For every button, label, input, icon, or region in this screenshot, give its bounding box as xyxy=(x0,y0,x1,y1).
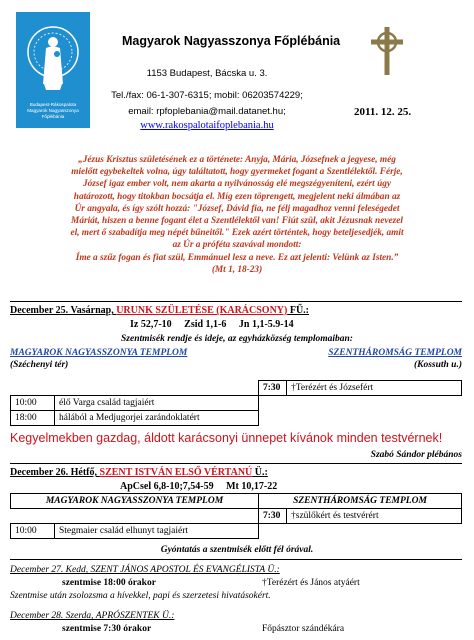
mass-intro: Szentmisék rendje és ideje, az egyházközség templomaiban: xyxy=(121,334,353,344)
church1-name: MAGYAROK NAGYASSZONYA TEMPLOM xyxy=(10,348,188,358)
divider xyxy=(10,463,462,464)
christmas-wish: Kegyelmekben gazdag, áldott karácsonyi ünnepet kívánok minden testvérnek! xyxy=(10,431,443,445)
celtic-cross-icon xyxy=(367,25,407,77)
table-row: 18:00 hálából a Medjugorjei zarándoklatért xyxy=(11,411,462,426)
table-row: 10:00 élő Varga család tagjaiért xyxy=(11,396,462,411)
dec25-heading: December 25. Vasárnap, URUNK SZÜLETÉSE (KARÁCSONY) FŰ.: xyxy=(10,305,310,316)
church1-place: (Széchenyi tér) xyxy=(10,360,69,370)
website-link[interactable]: www.rakospalotaifoplebania.hu xyxy=(140,120,274,131)
table-row: 7:30 †szülőkért és testvérért xyxy=(11,509,462,524)
dec26-readings: ApCsel 6,8-10;7,54-59 Mt 10,17-22 xyxy=(120,481,278,492)
address: 1153 Budapest, Bácska u. 3. xyxy=(146,68,268,79)
dec25-readings: Iz 52,7-10 Zsid 1,1-6 Jn 1,1-5.9-14 xyxy=(130,319,294,330)
gospel-reference: (Mt 1, 18-23) xyxy=(211,264,263,275)
church2-name: SZENTHÁROMSÁG TEMPLOM xyxy=(328,348,462,358)
dec28-heading: December 28. Szerda, APRÓSZENTEK Ü.: xyxy=(10,611,175,621)
logo-caption: Budapest-Rákospalota Magyarok Nagyasszonya Főplébánia xyxy=(27,102,79,119)
phone-line: Tel./fax: 06-1-307-6315; mobil: 06203574229; xyxy=(111,90,303,101)
email-line: email: rpfoplebania@mail.datanet.hu; xyxy=(128,106,286,117)
gospel-quote: „Jézus Krisztus születésének ez a története: Anyja, Mária, Józsefnek a jegyese, még mielőtt egybekeltek volna, úgy találtatott, hogy gyermeket fogant a Szentlélektől. Férje, József igaz ember volt, nem akarta a nyilvánosság elé megszégyeníteni, ezért úgy határozott, hogy titokban bocsátja el. Míg ezen töprengett, megjelent neki álmában az Úr angyala, és így szólt hozzá: "József, Dávid fia, ne félj magadhoz venni feleségedet Máriát, hiszen a benne fogant élet a Szentlélektől van! Fiút szül, akit Jézusnak nevezel el, mert ő szabadítja meg népét bűneitől." Ezek azért történtek, hogy beteljesedjék, amit az Úr a próféta szavával mondott: Íme a szűz fogan és fiat szül, Emmánuel lesz a neve. Ez azt jelenti: Velünk az Isten.” (Mt 1, 18-23) xyxy=(20,154,454,276)
table-row: 7:30 †Terézért és Józsefért xyxy=(11,381,462,396)
divider xyxy=(10,559,462,560)
dec26-heading: December 26. Hétfő, SZENT ISTVÁN ELSŐ VÉRTANÚ Ü.: xyxy=(10,467,268,478)
dec27-mass: szentmise 18:00 órakor xyxy=(62,578,156,588)
divider xyxy=(10,301,462,302)
table-row: MAGYAROK NAGYASSZONYA TEMPLOM SZENTHÁROMSÁG TEMPLOM xyxy=(11,494,462,509)
dec28-intent: Főpásztor szándékára xyxy=(262,624,345,634)
table-row: 10:00 Stegmaier család elhunyt tagjaiért xyxy=(11,524,462,539)
dec25-mass-table xyxy=(10,380,462,426)
dec27-heading: December 27. Kedd, SZENT JÁNOS APOSTOL ÉS EVANGÉLISTA Ü.: xyxy=(10,565,280,575)
parish-name: Magyarok Nagyasszonya Főplébánia xyxy=(122,34,341,48)
church2-place: (Kossuth u.) xyxy=(413,360,462,370)
dec26-mass-table xyxy=(10,493,462,539)
dec28-mass: szentmise 7:30 órakor xyxy=(62,624,152,634)
dec27-intent: †Terézért és János atyáért xyxy=(262,578,360,588)
signature: Szabó Sándor plébános xyxy=(370,450,462,460)
confession-note: Gyóntatás a szentmisék előtt fél órával. xyxy=(160,545,314,555)
dec27-note: Szentmise után zsolozsma a hívekkel, papi és szerzetesi hivatásokért. xyxy=(10,591,271,601)
bulletin-date: 2011. 12. 25. xyxy=(354,106,412,118)
